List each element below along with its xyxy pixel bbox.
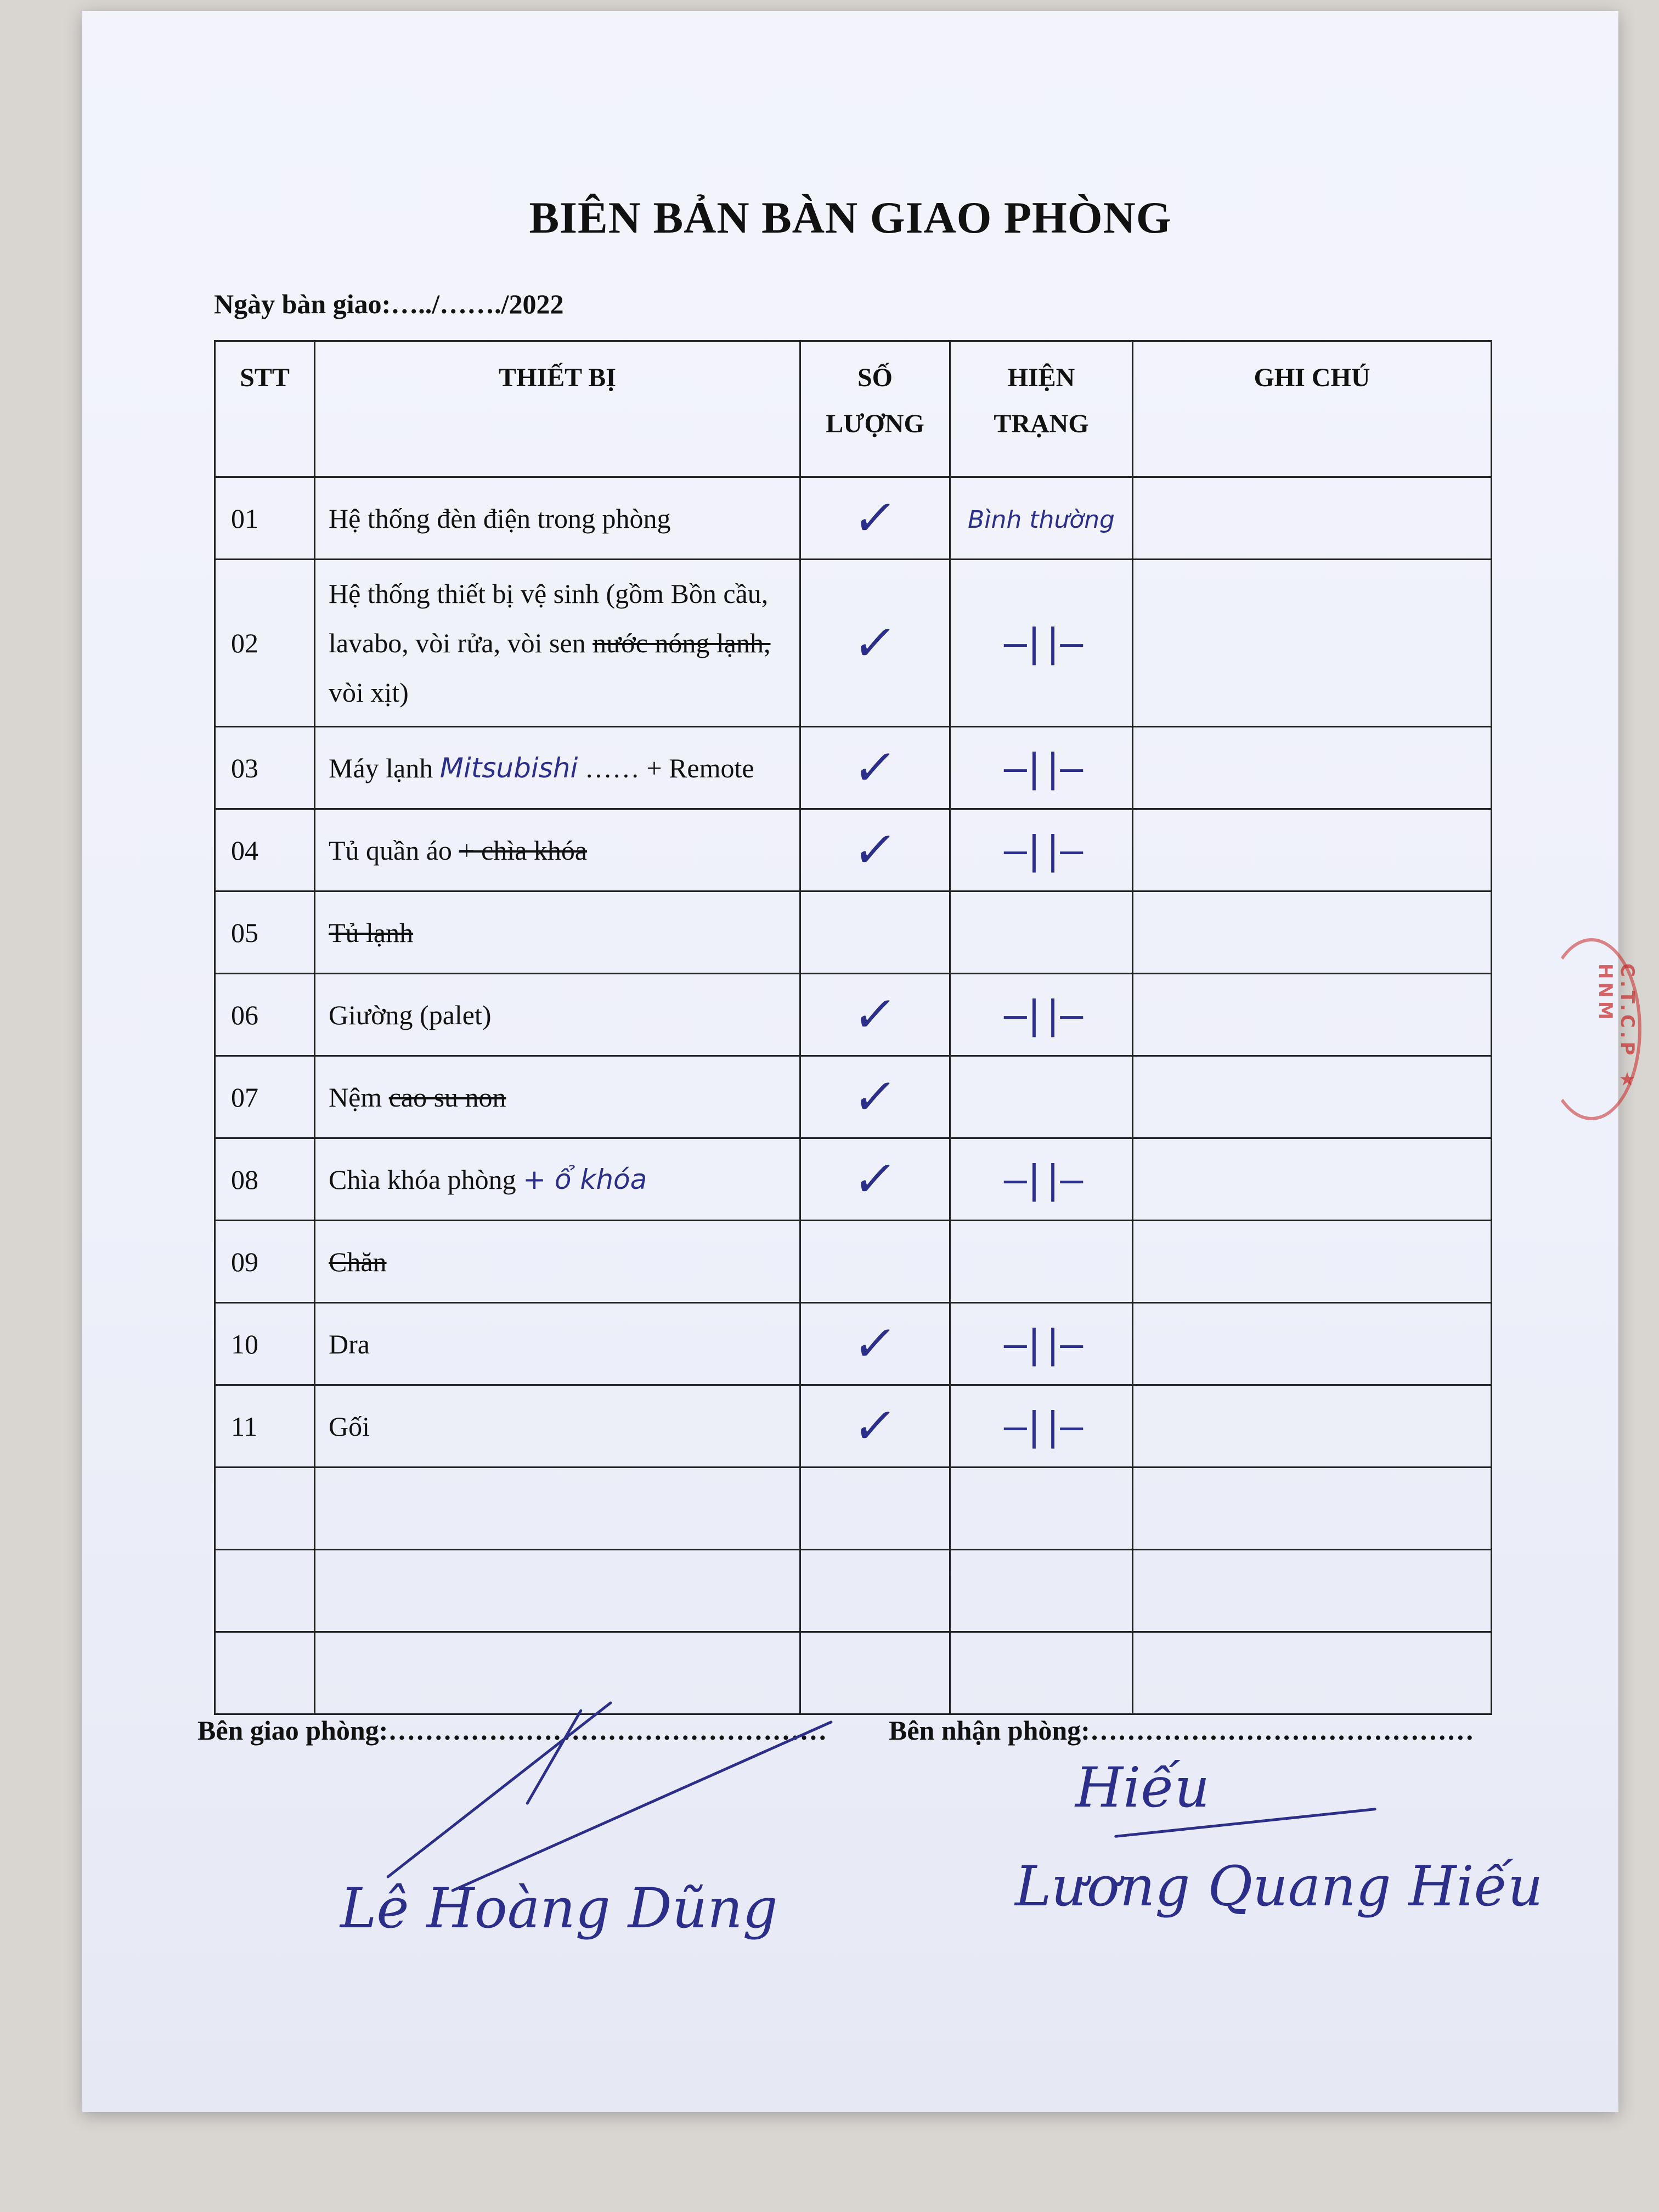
- row-qty: [800, 1221, 950, 1303]
- empty-table-row: [215, 1632, 1492, 1714]
- row-item: [315, 1138, 800, 1221]
- row-note: [1133, 1303, 1492, 1385]
- row-note: [1133, 1138, 1492, 1221]
- row-item: [315, 727, 800, 809]
- row-stt: [215, 1138, 315, 1221]
- table-row: [215, 974, 1492, 1056]
- check-mark-icon: ✓: [849, 1315, 901, 1373]
- row-note: [1133, 809, 1492, 891]
- empty-cell: [800, 1468, 950, 1550]
- table-row: [215, 891, 1492, 974]
- item-text: Giường (palet): [329, 999, 492, 1030]
- table-row: [215, 809, 1492, 891]
- header-status: HIỆN TRẠNG: [950, 341, 1133, 477]
- item-suffix: …… + Remote: [584, 752, 754, 783]
- row-note: [1133, 1056, 1492, 1138]
- row-qty: [800, 1385, 950, 1468]
- table-row: [215, 1138, 1492, 1221]
- receiver-signature-name: Lương Quang Hiếu: [1015, 1854, 1543, 1918]
- ditto-mark: —||—: [1003, 1403, 1079, 1449]
- check-mark-icon: ✓: [849, 489, 901, 547]
- receiver-label: Bên nhận phòng:……………………………………: [889, 1715, 1474, 1746]
- check-mark-icon: ✓: [849, 1068, 901, 1126]
- stt-value: 08: [231, 1164, 258, 1195]
- row-status: [950, 1056, 1133, 1138]
- row-stt: [215, 891, 315, 974]
- row-status: [950, 560, 1133, 727]
- row-item: [315, 1303, 800, 1385]
- table-row: [215, 477, 1492, 560]
- struck-text: nước nóng lạnh,: [592, 628, 771, 658]
- item-suffix: vòi xịt): [329, 677, 409, 708]
- row-note: [1133, 891, 1492, 974]
- struck-text: cao su non: [388, 1081, 506, 1113]
- check-mark-icon: ✓: [849, 1150, 901, 1208]
- row-status: [950, 809, 1133, 891]
- row-item: [315, 560, 800, 727]
- row-item: [315, 1056, 800, 1138]
- row-item: [315, 1221, 800, 1303]
- empty-table-row: [215, 1468, 1492, 1550]
- check-mark-icon: ✓: [849, 1397, 901, 1455]
- company-stamp: [1542, 938, 1641, 1120]
- empty-cell: [215, 1632, 315, 1714]
- table-row: [215, 1221, 1492, 1303]
- table-row: [215, 1385, 1492, 1468]
- empty-cell: [950, 1468, 1133, 1550]
- stt-value: 06: [231, 999, 258, 1030]
- empty-cell: [950, 1550, 1133, 1632]
- ditto-mark: —||—: [1003, 620, 1079, 665]
- ditto-mark: —||—: [1003, 827, 1079, 873]
- struck-text: Tủ lạnh: [329, 917, 414, 948]
- table-body: [215, 477, 1492, 1714]
- row-item: [315, 891, 800, 974]
- row-note: [1133, 560, 1492, 727]
- ditto-mark: —||—: [1003, 1321, 1079, 1367]
- giver-label: Bên giao phòng:…………………………………………: [198, 1715, 827, 1746]
- item-text: Hệ thống thiết bị vệ sinh (gồm Bồn cầu, lavabo, vòi rửa, vòi sen: [329, 578, 769, 658]
- struck-text: + chìa khóa: [459, 834, 588, 866]
- empty-cell: [315, 1632, 800, 1714]
- row-qty: [800, 477, 950, 560]
- check-mark-icon: ✓: [849, 739, 901, 797]
- row-note: [1133, 1385, 1492, 1468]
- row-qty: [800, 560, 950, 727]
- ditto-mark: —||—: [1003, 992, 1079, 1037]
- row-item: [315, 1385, 800, 1468]
- ditto-mark: —||—: [1003, 1156, 1079, 1202]
- row-status: [950, 891, 1133, 974]
- item-text: Nệm: [329, 1081, 382, 1113]
- document-title: BIÊN BẢN BÀN GIAO PHÒNG: [529, 193, 1172, 242]
- header-qty: SỐ LƯỢNG: [800, 341, 950, 477]
- handwritten-note: + ổ khóa: [523, 1163, 647, 1195]
- row-status: [950, 727, 1133, 809]
- empty-cell: [315, 1468, 800, 1550]
- row-status: [950, 1385, 1133, 1468]
- item-text: Máy lạnh: [329, 752, 433, 783]
- empty-cell: [950, 1632, 1133, 1714]
- row-stt: [215, 1303, 315, 1385]
- row-qty: [800, 1303, 950, 1385]
- receiver-signature-mark: Hiếu: [1075, 1756, 1210, 1820]
- status-text: Bình thường: [968, 505, 1115, 534]
- empty-cell: [315, 1550, 800, 1632]
- row-status: [950, 1221, 1133, 1303]
- header-note: GHI CHÚ: [1133, 341, 1492, 477]
- table-row: [215, 727, 1492, 809]
- row-note: [1133, 477, 1492, 560]
- row-qty: [800, 974, 950, 1056]
- empty-cell: [1133, 1632, 1492, 1714]
- item-text: Hệ thống đèn điện trong phòng: [329, 503, 671, 534]
- row-qty: [800, 809, 950, 891]
- empty-cell: [215, 1550, 315, 1632]
- table-header-row: [215, 341, 1492, 477]
- row-note: [1133, 727, 1492, 809]
- row-stt: [215, 477, 315, 560]
- item-text: Gối: [329, 1410, 370, 1442]
- empty-cell: [215, 1468, 315, 1550]
- row-item: [315, 809, 800, 891]
- row-stt: [215, 727, 315, 809]
- table-row: [215, 560, 1492, 727]
- check-mark-icon: ✓: [849, 821, 901, 879]
- row-stt: [215, 1221, 315, 1303]
- row-status: [950, 974, 1133, 1056]
- row-status: [950, 1303, 1133, 1385]
- document-page: [82, 11, 1638, 2112]
- header-stt: STT: [215, 341, 315, 477]
- row-stt: [215, 1385, 315, 1468]
- row-stt: [215, 974, 315, 1056]
- row-stt: [215, 809, 315, 891]
- row-note: [1133, 974, 1492, 1056]
- stt-value: 10: [231, 1328, 258, 1359]
- row-qty: [800, 1138, 950, 1221]
- row-status: [950, 1138, 1133, 1221]
- header-item: THIẾT BỊ: [315, 341, 800, 477]
- empty-cell: [800, 1632, 950, 1714]
- handwritten-note: Mitsubishi: [439, 752, 578, 784]
- table-row: [215, 1056, 1492, 1138]
- row-status: [950, 477, 1133, 560]
- item-text: Tủ quần áo: [329, 834, 452, 866]
- ditto-mark: —||—: [1003, 745, 1079, 791]
- equipment-table: [214, 340, 1492, 1715]
- check-mark-icon: ✓: [849, 614, 901, 672]
- empty-cell: [1133, 1550, 1492, 1632]
- stt-value: 05: [231, 917, 258, 948]
- giver-signature-name: Lê Hoàng Dũng: [340, 1876, 778, 1940]
- stt-value: 03: [231, 752, 258, 783]
- empty-table-row: [215, 1550, 1492, 1632]
- handover-date: Ngày bàn giao:…../……./2022: [214, 289, 564, 319]
- row-qty: [800, 1056, 950, 1138]
- row-stt: [215, 560, 315, 727]
- row-stt: [215, 1056, 315, 1138]
- stt-value: 04: [231, 834, 258, 866]
- row-item: [315, 974, 800, 1056]
- empty-cell: [800, 1550, 950, 1632]
- item-text: Dra: [329, 1328, 370, 1359]
- stt-value: 09: [231, 1246, 258, 1277]
- empty-cell: [1133, 1468, 1492, 1550]
- table-row: [215, 1303, 1492, 1385]
- row-qty: [800, 727, 950, 809]
- stt-value: 11: [231, 1410, 258, 1442]
- item-text: Chìa khóa phòng: [329, 1164, 516, 1195]
- stt-value: 02: [231, 628, 258, 658]
- stt-value: 01: [231, 503, 258, 534]
- stamp-text: C.T.C.P ★ HNM: [1594, 963, 1638, 1094]
- struck-text: Chăn: [329, 1246, 387, 1277]
- check-mark-icon: ✓: [849, 986, 901, 1043]
- row-note: [1133, 1221, 1492, 1303]
- row-item: [315, 477, 800, 560]
- stt-value: 07: [231, 1081, 258, 1113]
- row-qty: [800, 891, 950, 974]
